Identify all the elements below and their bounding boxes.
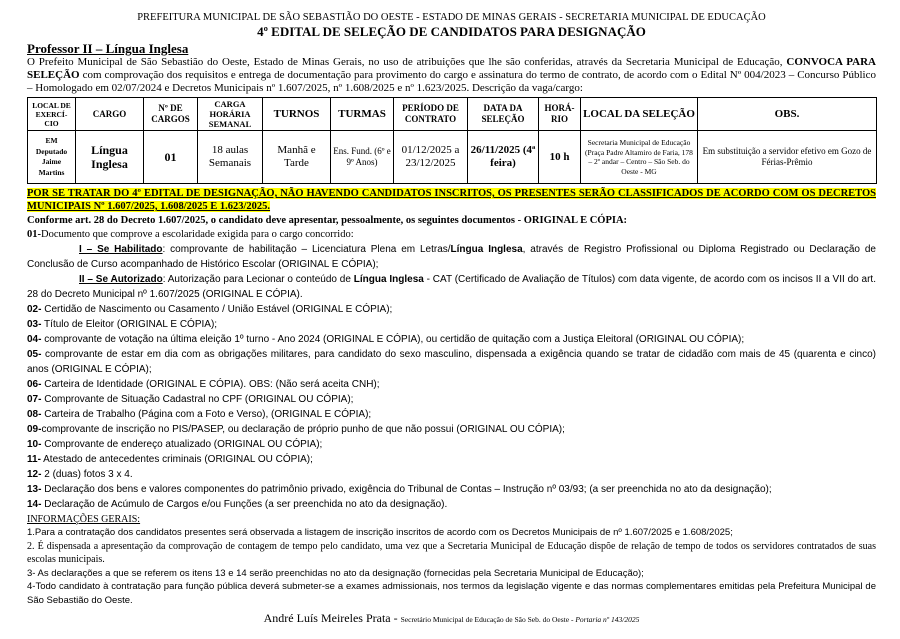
doc-01-habilitado xyxy=(27,242,876,272)
intro-paragraph xyxy=(27,56,876,95)
documents-list xyxy=(27,214,876,512)
doc-num: 01- xyxy=(27,229,41,240)
info-item: 3- As declarações a que se referem os itens 13 e 14 serão preenchidas no ato da designação (fornecidas pela Secretaria Municipal de Educação); xyxy=(27,567,644,579)
doc-text: Declaração de Acúmulo de Cargos e/ou Funções (a ser preenchida no ato da designação). xyxy=(41,499,448,510)
doc-num: 11- xyxy=(27,454,41,465)
cell-obs: Em substituição a servidor efetivo em Gozo de Férias-Prêmio xyxy=(698,131,877,184)
cell-periodo: 01/12/2025 a 23/12/2025 xyxy=(394,131,468,184)
doc-item xyxy=(27,302,876,317)
doc-text: Carteira de Trabalho (Página com a Foto e Verso), (ORIGINAL E CÓPIA); xyxy=(41,409,372,420)
col-header: LOCAL DE EXERCÍ-CIO xyxy=(28,98,76,131)
cell-local-selecao: Secretaria Municipal de Educação (Praça Padre Altamiro de Faria, 178 – 2º andar – Centro – São Seb. do Oeste - MG xyxy=(581,131,698,184)
signature xyxy=(27,611,876,627)
info-item: 2. É dispensada a apresentação da comprovação de contagem de tempo pelo candidato, uma vez que a Secretaria Municipal de Educação dispõe de relação de tempo de todos os servidores contratados de suas escolas municipais. xyxy=(27,540,876,565)
col-header: CARGO xyxy=(76,98,144,131)
cell-cargo: Língua Inglesa xyxy=(76,131,144,184)
vacancy-table xyxy=(27,97,877,184)
doc-text: Atestado de antecedentes criminais (ORIGINAL OU CÓPIA); xyxy=(40,454,313,465)
doc-item xyxy=(27,377,876,392)
doc-text: Declaração dos bens e valores componentes do patrimônio privado, exigência do Tribunal de Contas – Instrução nº 03/93; (a ser preenchida no ato da designação); xyxy=(41,484,772,495)
doc-num: 03- xyxy=(27,319,42,330)
signatory-name: André Luís Meireles Prata xyxy=(263,611,391,625)
doc-item xyxy=(27,317,876,332)
signatory-role: Secretário Municipal de Educação de São Seb. do Oeste - xyxy=(400,615,576,624)
doc-item xyxy=(27,422,876,437)
cell-carga: 18 aulas Semanais xyxy=(198,131,263,184)
doc-num: 07- xyxy=(27,394,42,405)
doc-text: - CAT (Certificado de Avaliação de Títulos) com data vigente, de acordo com os incisos II a VII do art. 28 do Decreto Municipal nº 1.607/2025 (ORIGINAL E CÓPIA). xyxy=(27,274,876,300)
doc-item xyxy=(27,392,876,407)
doc-text: Certidão de Nascimento ou Casamento / União Estável (ORIGINAL E CÓPIA); xyxy=(41,304,393,315)
page-title: 4º EDITAL DE SELEÇÃO DE CANDIDATOS PARA DESIGNAÇÃO xyxy=(257,24,646,39)
col-header: DATA DA SELEÇÃO xyxy=(468,98,539,131)
doc-text: Título de Eleitor (ORIGINAL E CÓPIA); xyxy=(41,319,218,330)
conforme-heading: Conforme art. 28 do Decreto 1.607/2025, o candidato deve apresentar, pessoalmente, os seguintes documentos - ORIGINAL E CÓPIA: xyxy=(27,215,628,226)
col-header: OBS. xyxy=(698,98,877,131)
col-header: Nº DE CARGOS xyxy=(144,98,198,131)
table-row xyxy=(28,131,877,184)
doc-item xyxy=(27,467,876,482)
col-header: TURNOS xyxy=(263,98,331,131)
doc-num: 02- xyxy=(27,304,42,315)
doc-text: Comprovante de Situação Cadastral no CPF (ORIGINAL OU CÓPIA); xyxy=(41,394,354,405)
general-info xyxy=(27,513,876,607)
doc-num: 09- xyxy=(27,424,42,435)
doc-item-01 xyxy=(27,227,876,242)
cell-num-cargos: 01 xyxy=(144,131,198,184)
doc-num: 06- xyxy=(27,379,42,390)
portaria: Portaria nº 143/2025 xyxy=(575,615,640,624)
doc-text: 2 (duas) fotos 3 x 4. xyxy=(41,469,133,480)
doc-num: 10- xyxy=(27,439,42,450)
notice-text: POR SE TRATAR DO 4º EDITAL DE DESIGNAÇÃO, NÃO HAVENDO CANDIDATOS INSCRITOS, OS PRESENTES SERÃO CLASSIFICADOS DE ACORDO COM OS DECRETOS MUNICIPAIS Nº 1.607/2025, 1.608/2025 E 1.623/2025. xyxy=(27,188,876,212)
col-header: PERÍODO DE CONTRATO xyxy=(394,98,468,131)
intro-text-2: com comprovação dos requisitos e entrega de documentação para provimento do cargo e assinatura do termo de contrato, de acordo com o Edital Nº 004/2023 – Concurso Público – Homologado em 02/07/2024 e Decretos Municipais nº 1.607/2025, nº 1.608/2025 e nº 1.623/2025. Descrição da vaga/cargo: xyxy=(27,69,876,94)
doc-text: : Autorização para Lecionar o conteúdo de xyxy=(162,274,354,285)
doc-text: comprovante de votação na última eleição 1º turno - Ano 2024 (ORIGINAL E CÓPIA), ou certidão de quitação com a Justiça Eleitoral (ORIGINAL OU CÓPIA); xyxy=(41,334,745,345)
doc-text: : comprovante de habilitação – Licenciatura Plena em Letras/ xyxy=(162,244,451,255)
doc-item xyxy=(27,482,876,497)
cell-turmas: Ens. Fund. (6º e 9º Anos) xyxy=(331,131,394,184)
documents-items xyxy=(27,302,876,512)
intro-text: O Prefeito Municipal de São Sebastião do Oeste, Estado de Minas Gerais, no uso de atribuições que lhe são conferidas, através da Secretaria Municipal de Educação, xyxy=(27,56,787,68)
doc-label: I – Se Habilitado xyxy=(79,244,163,255)
intro-bold: CONVOCA PARA SELEÇÃO xyxy=(27,56,876,81)
cell-horario: 10 h xyxy=(539,131,581,184)
doc-num: 04- xyxy=(27,334,42,345)
doc-label: II – Se Autorizado xyxy=(79,274,163,285)
doc-text: Carteira de Identidade (ORIGINAL E CÓPIA). OBS: (Não será aceita CNH); xyxy=(41,379,380,390)
doc-num: 05- xyxy=(27,349,42,360)
doc-text: comprovante de inscrição no PIS/PASEP, ou declaração de próprio punho de que não possui (ORIGINAL OU CÓPIA); xyxy=(41,424,565,435)
col-header: HORÁ-RIO xyxy=(539,98,581,131)
doc-bold: Língua Inglesa xyxy=(450,244,523,255)
doc-num: 08- xyxy=(27,409,42,420)
table-header-row xyxy=(28,98,877,131)
doc-num: 13- xyxy=(27,484,42,495)
doc-item xyxy=(27,437,876,452)
info-item: 4-Todo candidato à contratação para função pública deverá submeter-se a exames admissionais, nos termos da legislação vigente e das normas complementares emitidas pela Prefeitura Municipal de São Sebastião do Oeste. xyxy=(27,581,876,606)
highlight-notice xyxy=(27,187,876,213)
col-header: TURMAS xyxy=(331,98,394,131)
info-title: INFORMAÇÕES GERAIS: xyxy=(27,514,141,525)
doc-text: Documento que comprove a escolaridade exigida para o cargo concorrido: xyxy=(41,229,354,240)
doc-bold: Língua Inglesa xyxy=(353,274,424,285)
cell-local: EM Deputado Jaime Martins xyxy=(28,131,76,184)
doc-text: , através de Registro Profissional ou Diploma Registrado ou Declaração de Conclusão de Curso acompanhado de Histórico Escolar (ORIGINAL E CÓPIA); xyxy=(27,244,876,270)
doc-item xyxy=(27,497,876,512)
doc-item xyxy=(27,407,876,422)
info-item: 1.Para a contratação dos candidatos presentes será observada a listagem de inscrição inscritos de acordo com os Decretos Municipais de nº 1.607/2025 e 1.608/2025; xyxy=(27,527,733,538)
col-header: LOCAL DA SELEÇÃO xyxy=(581,98,698,131)
col-header: CARGA HORÁRIA SEMANAL xyxy=(198,98,263,131)
doc-num: 14- xyxy=(27,499,42,510)
doc-01-autorizado xyxy=(27,272,876,302)
doc-item xyxy=(27,452,876,467)
doc-text: Comprovante de endereço atualizado (ORIGINAL OU CÓPIA); xyxy=(41,439,323,450)
doc-item xyxy=(27,332,876,347)
doc-num: 12- xyxy=(27,469,42,480)
cell-turnos: Manhã e Tarde xyxy=(263,131,331,184)
doc-item xyxy=(27,347,876,377)
doc-text: comprovante de estar em dia com as obrigações militares, para candidato do sexo masculino, dispensada a exigência quando se tratar de cidadão com mais de 45 (quarenta e cinco) anos (ORIGINAL E CÓPIA); xyxy=(27,349,876,375)
cell-data: 26/11/2025 (4ª feira) xyxy=(468,131,539,184)
separator: - xyxy=(390,611,401,625)
header-line: PREFEITURA MUNICIPAL DE SÃO SEBASTIÃO DO OESTE - ESTADO DE MINAS GERAIS - SECRETARIA MUNICIPAL DE EDUCAÇÃO xyxy=(137,12,766,23)
subtitle: Professor II – Língua Inglesa xyxy=(27,41,189,56)
